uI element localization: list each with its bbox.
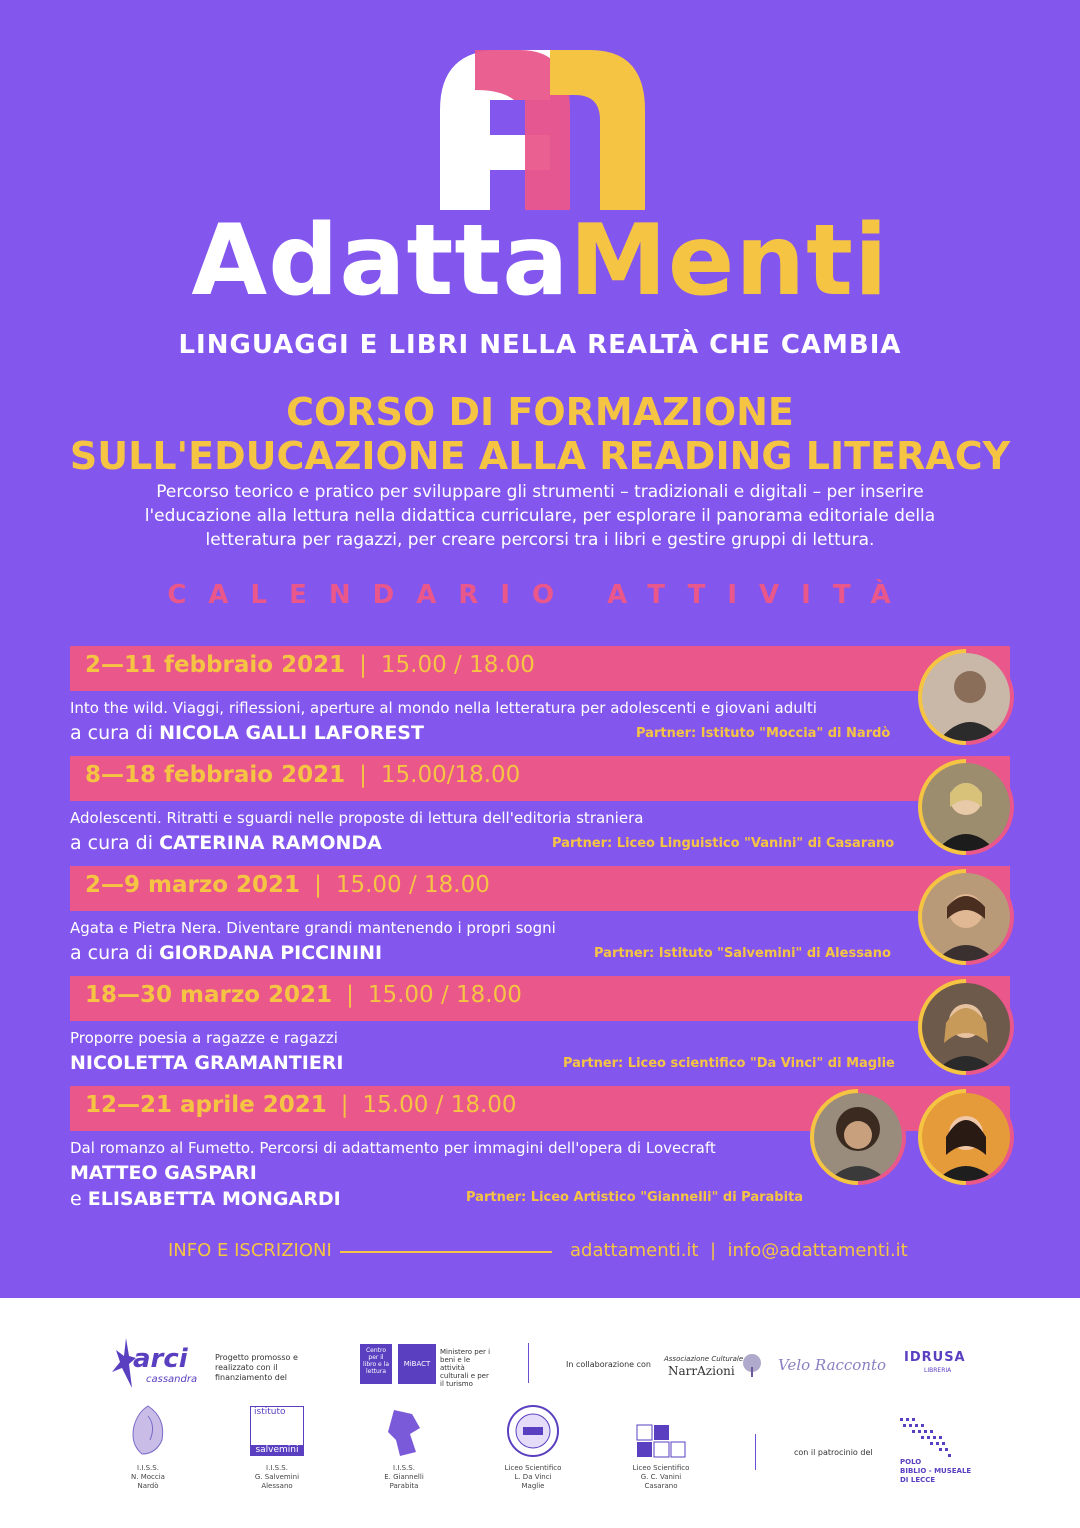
event-item	[0, 1086, 1080, 1210]
ministero-text: Ministero per i beni e le attività culturali e per il turismo	[440, 1348, 491, 1388]
school-caption-line3: Maglie	[521, 1482, 545, 1490]
event-curator	[70, 722, 424, 744]
course-title	[0, 390, 1080, 478]
contacts	[570, 1240, 908, 1261]
event-separator: |	[359, 762, 367, 788]
school-caption-line2: E. Giannelli	[384, 1473, 424, 1481]
arci-sub: cassandra	[146, 1374, 198, 1385]
school-caption-line1: I.I.S.S.	[393, 1464, 415, 1472]
course-description: Percorso teorico e pratico per sviluppare gli strumenti – tradizionali e digitali – per inserire l'educazione alla lettura nella didattica curriculare, per esplorare il panorama editoriale della letteratura per ragazzi, per creare percorsi tra i libri e gestire gruppi di lettura.	[144, 482, 936, 550]
event-date-text: 8—18 febbraio 2021	[85, 762, 346, 788]
event-date-text: 18—30 marzo 2021	[85, 982, 333, 1008]
course-title-line1: CORSO DI FORMAZIONE	[286, 390, 794, 434]
salvemini-logo-top: istituto	[254, 1407, 286, 1417]
event-time: 15.00 / 18.00	[335, 872, 490, 898]
collab-text: In collaborazione con	[566, 1360, 651, 1369]
brand-name-white: Adatta	[191, 204, 570, 318]
event-curator	[70, 1162, 257, 1184]
mibact-logo: MiBACT	[398, 1344, 436, 1384]
narrazioni-logo: NarrAzioni	[668, 1364, 735, 1378]
event-partner: Partner: Istituto "Moccia" di Nardò	[636, 726, 891, 741]
event-date-text: 2—9 marzo 2021	[85, 872, 301, 898]
brand-tagline: LINGUAGGI E LIBRI NELLA REALTÀ CHE CAMBIA	[178, 330, 902, 360]
idrusa-sub: LIBRERIA	[924, 1367, 952, 1374]
event-topic: Into the wild. Viaggi, riflessioni, aperture al mondo nella letteratura per adolescenti e giovani adulti	[70, 699, 817, 717]
speaker-photo	[922, 653, 1010, 741]
arci-logo-text: arci	[133, 1344, 188, 1374]
event-curator-name: GIORDANA PICCININI	[159, 942, 383, 964]
school-caption-line1: I.I.S.S.	[266, 1464, 288, 1472]
event-date-text: 2—11 febbraio 2021	[85, 652, 346, 678]
school-caption-line3: Parabita	[389, 1482, 419, 1490]
event-item	[0, 756, 1080, 861]
giannelli-sculpture-icon	[386, 1406, 424, 1458]
promo-text: Progetto promosso e realizzato con il finanziamento del	[215, 1353, 298, 1382]
event-item	[0, 866, 1080, 971]
adattamenti-logo-icon	[430, 40, 650, 210]
info-divider	[340, 1251, 552, 1253]
polo-line1: POLO	[900, 1458, 922, 1466]
event-date-text: 12—21 aprile 2021	[85, 1092, 327, 1118]
school-caption-line2: G. C. Vanini	[640, 1473, 682, 1481]
narrazioni-top: Associazione Culturale	[664, 1355, 744, 1363]
event-separator: |	[359, 652, 367, 678]
event-time: 15.00 / 18.00	[380, 652, 535, 678]
speaker-photo	[922, 1093, 1010, 1181]
speaker-photo	[814, 1093, 902, 1181]
event-topic: Agata e Pietra Nera. Diventare grandi mantenendo i propri sogni	[70, 919, 556, 937]
event-partner: Partner: Liceo Artistico "Giannelli" di Parabita	[466, 1190, 804, 1205]
speaker-photo	[922, 873, 1010, 961]
event-curator-name: NICOLA GALLI LAFOREST	[159, 722, 424, 744]
school-caption-line1: I.I.S.S.	[137, 1464, 159, 1472]
salvemini-logo-bottom: salvemini	[251, 1445, 303, 1455]
event-partner: Partner: Liceo Linguistico "Vanini" di Casarano	[552, 836, 895, 851]
brand-name-yellow: Menti	[569, 204, 889, 318]
salvemini-logo	[250, 1406, 304, 1456]
sponsors-footer	[0, 1298, 1080, 1528]
school-caption-line3: Casarano	[644, 1482, 678, 1490]
website-link[interactable]: adattamenti.it	[570, 1240, 699, 1261]
event-date	[85, 1092, 517, 1118]
divider	[755, 1434, 756, 1470]
idrusa-logo: IDRUSA	[904, 1350, 966, 1365]
course-title-line2: SULL'EDUCAZIONE ALLA READING LITERACY	[69, 434, 1011, 478]
school-caption	[374, 1464, 434, 1491]
school-caption	[118, 1464, 178, 1491]
moccia-shell-icon	[128, 1404, 168, 1456]
event-item	[0, 646, 1080, 751]
event-separator: |	[340, 1092, 349, 1118]
polo-line2: BIBLIO - MUSEALE	[900, 1467, 972, 1475]
brand-title	[0, 204, 1080, 318]
event-date	[85, 652, 535, 678]
speaker-photo	[922, 763, 1010, 851]
school-caption-line1: Liceo Scientifico	[504, 1464, 562, 1472]
event-separator: |	[346, 982, 354, 1008]
event-curator-second	[70, 1188, 341, 1210]
event-topic: Adolescenti. Ritratti e sguardi nelle proposte di lettura dell'editoria straniera	[70, 809, 644, 827]
school-caption-line1: Liceo Scientifico	[632, 1464, 690, 1472]
event-topic: Proporre poesia a ragazze e ragazzi	[70, 1029, 338, 1047]
school-caption	[628, 1464, 694, 1491]
polo-biblio-logo-icon	[898, 1414, 954, 1458]
davinci-seal-icon	[506, 1404, 560, 1458]
school-caption	[500, 1464, 566, 1491]
event-curator-prefix: a cura di	[70, 942, 154, 964]
event-topic: Dal romanzo al Fumetto. Percorsi di adattamento per immagini dell'opera di Lovecraft	[70, 1139, 716, 1157]
contacts-separator: |	[709, 1240, 717, 1261]
event-item	[0, 976, 1080, 1081]
event-curator-prefix: a cura di	[70, 832, 154, 854]
event-curator-name: MATTEO GASPARI	[70, 1162, 257, 1184]
polo-line3: DI LECCE	[900, 1476, 936, 1484]
event-curator	[70, 832, 382, 854]
school-caption-line2: N. Moccia	[131, 1473, 165, 1481]
info-label: INFO E ISCRIZIONI	[168, 1240, 332, 1261]
school-caption-line2: L. Da Vinci	[514, 1473, 552, 1481]
event-date	[85, 762, 520, 788]
event-curator	[70, 1052, 344, 1074]
event-separator: |	[314, 872, 322, 898]
event-curator-prefix: e	[70, 1188, 82, 1210]
patrocinio-text: con il patrocinio del	[794, 1448, 873, 1457]
event-time: 15.00 / 18.00	[367, 982, 522, 1008]
speaker-photo	[922, 983, 1010, 1071]
event-time: 15.00 / 18.00	[362, 1092, 517, 1118]
calendar-title: CALENDARIO ATTIVITÀ	[167, 580, 913, 610]
event-curator-name: CATERINA RAMONDA	[159, 832, 382, 854]
event-time: 15.00/18.00	[380, 762, 521, 788]
school-caption-line3: Alessano	[261, 1482, 293, 1490]
event-partner: Partner: Istituto "Salvemini" di Alessano	[594, 946, 891, 961]
event-date	[85, 982, 522, 1008]
polo-biblio-text	[900, 1458, 971, 1485]
event-curator	[70, 942, 382, 964]
event-partner: Partner: Liceo scientifico "Da Vinci" di Maglie	[563, 1056, 895, 1071]
centro-libro-logo: Centro per il libro e la lettura	[360, 1344, 392, 1384]
tree-icon	[740, 1353, 764, 1377]
divider	[528, 1343, 529, 1383]
school-caption-line2: G. Salvemini	[254, 1473, 300, 1481]
email-link[interactable]: info@adattamenti.it	[727, 1240, 908, 1261]
vanini-logo-icon	[636, 1424, 686, 1458]
event-curator-prefix: a cura di	[70, 722, 154, 744]
event-curator-name: ELISABETTA MONGARDI	[87, 1188, 341, 1210]
event-date	[85, 872, 490, 898]
event-curator-name: NICOLETTA GRAMANTIERI	[70, 1052, 344, 1074]
velo-racconto-logo: Velo Racconto	[778, 1356, 887, 1374]
school-caption-line3: Nardò	[137, 1482, 159, 1490]
school-caption	[247, 1464, 307, 1491]
